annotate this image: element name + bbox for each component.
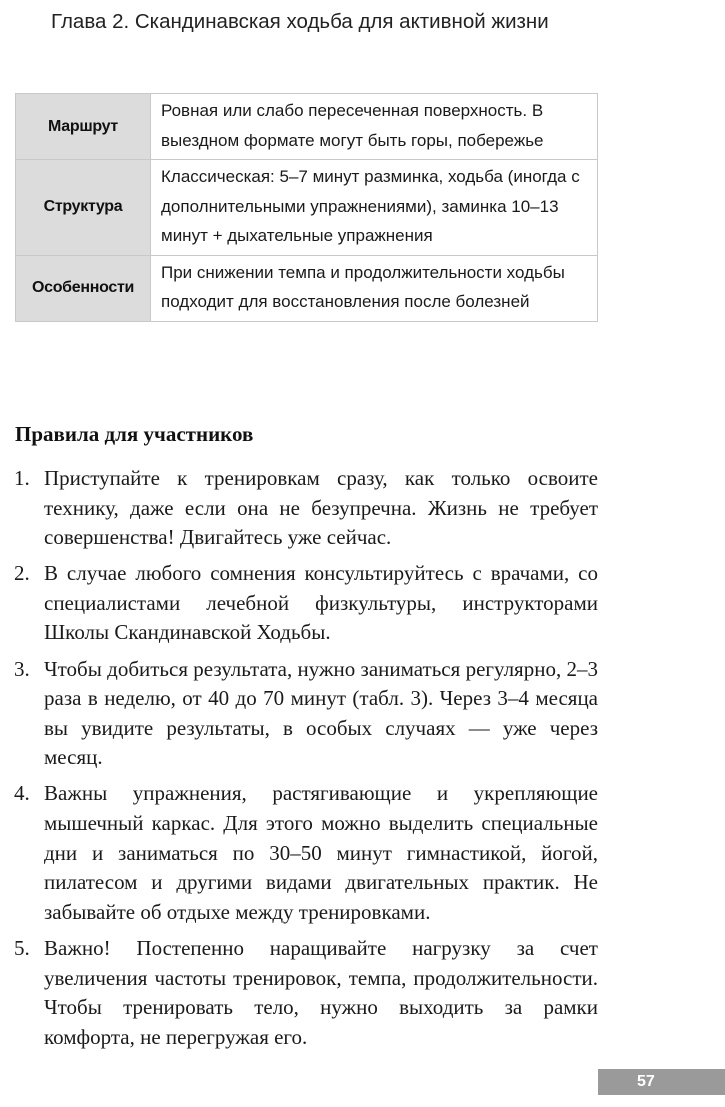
list-item <box>14 934 598 1052</box>
info-table <box>15 93 598 322</box>
list-item-number: 5. <box>14 935 30 960</box>
list-item <box>14 655 598 773</box>
page-number: 57 <box>598 1069 725 1095</box>
row-label-structure: Структура <box>16 160 151 256</box>
rules-list <box>14 464 598 1059</box>
row-value-features: При снижении темпа и продолжительности ходьбы подходит для восстановления после болезней <box>151 255 598 321</box>
list-item-text: Важны упражнения, растягивающие и укрепляющие мышечный каркас. Для этого можно выделить специальные дни и заниматься по 30–50 минут гимнастикой, йогой, пилатесом и другими видами двигательных практик. Не забывайте об отдыхе между тренировками. <box>44 781 598 924</box>
chapter-header: Глава 2. Скандинавская ходьба для активной жизни <box>51 10 549 33</box>
row-label-route: Маршрут <box>16 94 151 160</box>
list-item-number: 3. <box>14 656 30 681</box>
row-value-structure: Классическая: 5–7 минут разминка, ходьба (иногда с дополнительными упражнениями), заминка 10–13 минут + дыхательные упражнения <box>151 160 598 256</box>
list-item-number: 1. <box>14 466 30 490</box>
table-row <box>16 160 598 256</box>
row-label-features: Особенности <box>16 255 151 321</box>
list-item <box>14 464 598 553</box>
list-item-text: Приступайте к тренировкам сразу, как только освоите технику, даже если она не безупречна. Жизнь не требует совершенства! Двигайтесь уже сейчас. <box>44 466 598 550</box>
table-row <box>16 94 598 160</box>
list-item-text: Чтобы добиться результата, нужно заниматься регулярно, 2–3 раза в неделю, от 40 до 70 минут (табл. 3). Через 3–4 месяца вы увидите результаты, в особых случаях — уже через месяц. <box>44 656 598 770</box>
list-item-number: 2. <box>14 561 30 586</box>
list-item <box>14 779 598 927</box>
list-item-number: 4. <box>14 781 30 806</box>
section-title: Правила для участников <box>15 422 254 446</box>
table-row <box>16 255 598 321</box>
list-item <box>14 559 598 648</box>
list-item-text: В случае любого сомнения консультируйтесь с врачами, со специалистами лечебной физкультуры, инструкторами Школы Скандинавской Ходьбы. <box>44 561 598 645</box>
list-item-text: Важно! Постепенно наращивайте нагрузку за счет увеличения частоты тренировок, темпа, продолжительности. Чтобы тренировать тело, нужно выходить за рамки комфорта, не перегружая его. <box>44 935 598 1049</box>
row-value-route: Ровная или слабо пересеченная поверхность. В выездном формате могут быть горы, побережье <box>151 94 598 160</box>
